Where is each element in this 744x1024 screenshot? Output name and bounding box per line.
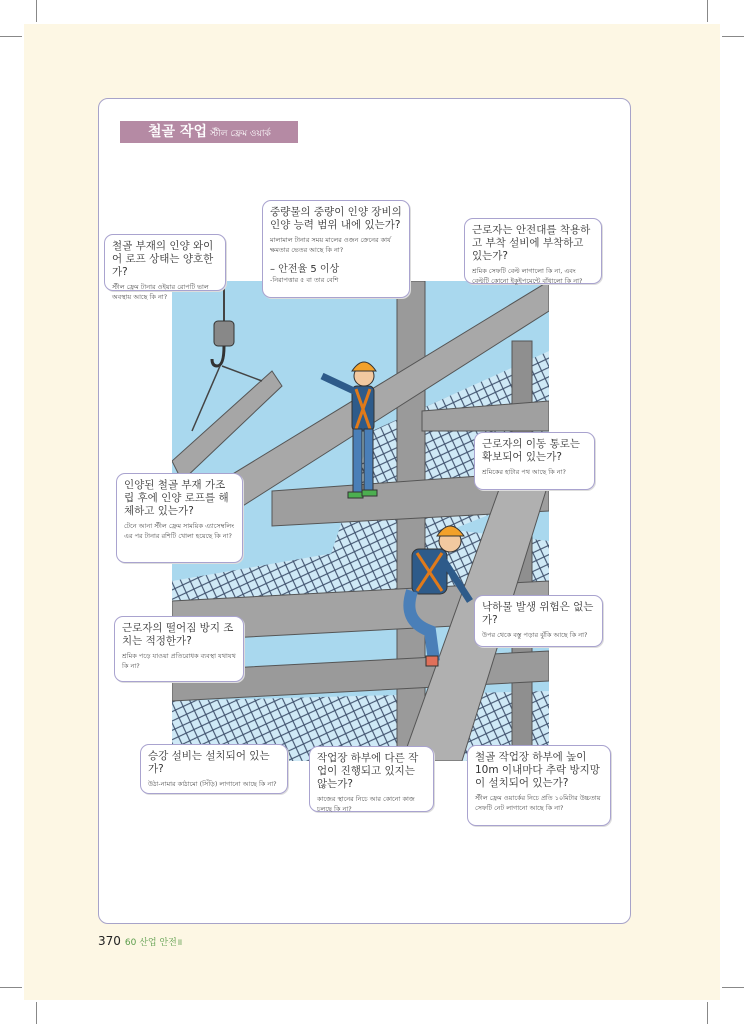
callout-text-bn: টেনে আনা স্টীল ফ্রেম সাময়িক এ্যাসেম্বলিং এর পর টানার রশিটি খোলা হয়েছে কি না?: [124, 522, 235, 540]
safety-factor-note-bn: -নিরাপত্তার ৫ বা তার বেশি: [270, 276, 339, 284]
crop-mark: [707, 0, 708, 22]
title-sub: স্টীল ফ্রেম ওয়ার্ক: [209, 129, 271, 139]
callout-text-ko: 철골 부재의 인양 와이어 로프 상태는 양호한가?: [112, 240, 214, 278]
section-label: 60 산업 안전॥: [124, 938, 183, 948]
callout-text-bn: স্টীল ফ্রেম টানার ওইয়ার রোপটি ভাল অবস্থায় আছে কি না?: [112, 283, 209, 301]
callout-text-bn: মালামাল টানার সময় মালের ওজন ক্রেনের কার্য ক্ষমতার ভেতর আছে কি না?: [270, 236, 391, 254]
page-footer: [98, 934, 182, 948]
callout-text-ko: 인양된 철골 부재 가조립 후에 인양 로프를 해체하고 있는가?: [124, 479, 229, 517]
crop-mark: [36, 1002, 37, 1024]
page-number: 370: [98, 934, 121, 948]
crop-mark: [0, 987, 22, 988]
callout-rope-release: [116, 473, 243, 563]
callout-work-below: [309, 746, 434, 812]
crop-mark: [36, 0, 37, 22]
callout-text-ko: 승강 설비는 설치되어 있는가?: [148, 750, 270, 775]
callout-fall-prevention: [114, 616, 244, 682]
crane-hook-block: [214, 321, 234, 346]
callout-text-ko: 중량물의 중량이 인양 장비의 인양 능력 범위 내에 있는가?: [270, 206, 402, 231]
callout-text-bn: স্টীল ফ্রেম ওয়ার্কের নিচে প্রতি ১০মিটার উচ্চতায় সেফটি নেট লাগানো আছে কি না?: [475, 794, 601, 812]
crop-mark: [0, 36, 22, 37]
callout-text-bn: উঠা-নামার কাঠামো (সিঁড়ি) লাগানো আছে কি না?: [148, 780, 277, 788]
callout-text-ko: 철골 작업장 하부에 높이 10m 이내마다 추락 방지망이 설치되어 있는가?: [475, 751, 600, 789]
callout-text-bn: উপর থেকে বস্তু পড়ার ঝুঁকি আছে কি না?: [482, 631, 588, 639]
callout-text-bn: শ্রমিক পড়ে যাওয়া প্রতিরোধক ব্যবস্থা যথাযথ কি না?: [122, 652, 236, 670]
callout-text-ko: 작업장 하부에 다른 작업이 진행되고 있지는 않는가?: [317, 752, 419, 790]
callout-lifting-capacity: [262, 200, 410, 298]
callout-wire-rope-condition: [104, 234, 226, 301]
callout-text-bn: শ্রমিক সেফটি বেল্ট লাগালো কি না, এবং বেল্টটি কোনো ইকুইপমেন্টে বাঁধালো কি না?: [472, 267, 583, 285]
callout-text-ko: 근로자는 안전대를 착용하고 부착 설비에 부착하고 있는가?: [472, 224, 591, 262]
callout-safety-net: [467, 745, 611, 826]
callout-text-ko: 낙하물 발생 위험은 없는가?: [482, 601, 594, 626]
section-title: [120, 121, 298, 143]
title-main: 철골 작업: [148, 124, 207, 140]
callout-text-ko: 근로자의 이동 통로는 확보되어 있는가?: [482, 438, 580, 463]
callout-walkway: [474, 432, 595, 490]
callout-safety-harness: [464, 218, 602, 284]
crop-mark: [722, 36, 744, 37]
callout-text-bn: কাজের স্থানের নিচে আর কোনো কাজ চলছে কি না?: [317, 795, 415, 813]
crop-mark: [707, 1002, 708, 1024]
safety-factor-note: – 안전율 5 이상: [270, 264, 340, 275]
callout-falling-objects: [474, 595, 603, 647]
crop-mark: [722, 987, 744, 988]
callout-access-equipment: [140, 744, 288, 794]
callout-text-ko: 근로자의 떨어짐 방지 조치는 적정한가?: [122, 622, 234, 647]
callout-text-bn: শ্রমিকের হাটার পথ আছে কি না?: [482, 468, 566, 476]
